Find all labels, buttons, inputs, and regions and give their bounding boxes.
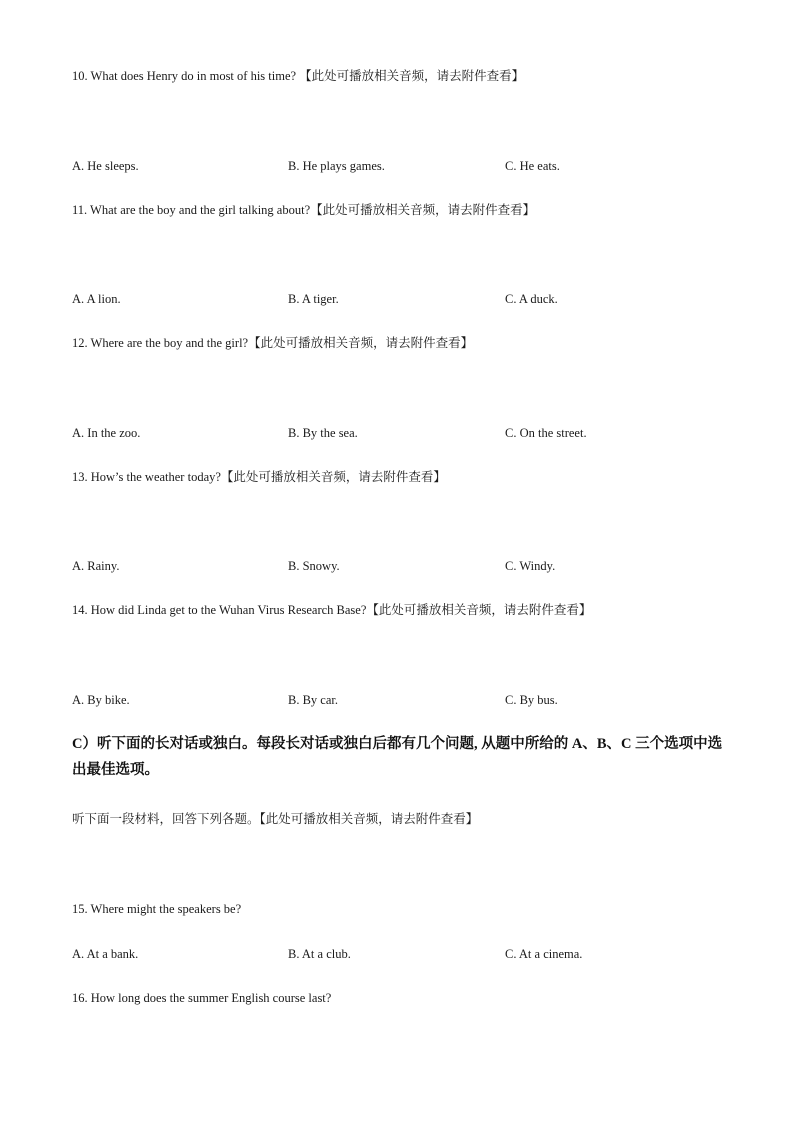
option-b: B. A tiger. bbox=[288, 292, 339, 306]
option-a: A. In the zoo. bbox=[72, 426, 141, 440]
options-13 bbox=[72, 558, 722, 574]
question-14: 14. How did Linda get to the Wuhan Virus Research Base?【此处可播放相关音频，请去附件查看】 bbox=[72, 603, 592, 617]
option-c: C. A duck. bbox=[505, 292, 558, 306]
option-a: A. At a bank. bbox=[72, 947, 139, 961]
options-12 bbox=[72, 425, 722, 441]
option-b: B. By car. bbox=[288, 693, 338, 707]
option-c: C. At a cinema. bbox=[505, 947, 583, 961]
question-10: 10. What does Henry do in most of his time? 【此处可播放相关音频，请去附件查看】 bbox=[72, 69, 525, 83]
options-10 bbox=[72, 158, 722, 174]
option-b: B. By the sea. bbox=[288, 426, 358, 440]
option-c: C. He eats. bbox=[505, 159, 560, 173]
options-15 bbox=[72, 946, 722, 962]
section-c-instruction: 听下面一段材料，回答下列各题。【此处可播放相关音频，请去附件查看】 bbox=[72, 812, 479, 826]
options-14 bbox=[72, 692, 722, 708]
option-b: B. At a club. bbox=[288, 947, 351, 961]
question-16: 16. How long does the summer English course last? bbox=[72, 991, 332, 1005]
option-c: C. On the street. bbox=[505, 426, 587, 440]
question-11: 11. What are the boy and the girl talking about?【此处可播放相关音频，请去附件查看】 bbox=[72, 203, 536, 217]
option-a: A. He sleeps. bbox=[72, 159, 139, 173]
options-11 bbox=[72, 291, 722, 307]
option-b: B. He plays games. bbox=[288, 159, 385, 173]
option-c: C. By bus. bbox=[505, 693, 558, 707]
option-a: A. A lion. bbox=[72, 292, 121, 306]
option-c: C. Windy. bbox=[505, 559, 556, 573]
question-15: 15. Where might the speakers be? bbox=[72, 902, 242, 916]
option-b: B. Snowy. bbox=[288, 559, 340, 573]
question-13: 13. How’s the weather today?【此处可播放相关音频，请去附件查看】 bbox=[72, 470, 446, 484]
option-a: A. By bike. bbox=[72, 693, 130, 707]
question-12: 12. Where are the boy and the girl?【此处可播放相关音频，请去附件查看】 bbox=[72, 336, 474, 350]
option-a: A. Rainy. bbox=[72, 559, 120, 573]
section-c-heading: C）听下面的长对话或独白。每段长对话或独白后都有几个问题, 从题中所给的 A、B、C 三个选项中选出最佳选项。 bbox=[72, 736, 723, 778]
